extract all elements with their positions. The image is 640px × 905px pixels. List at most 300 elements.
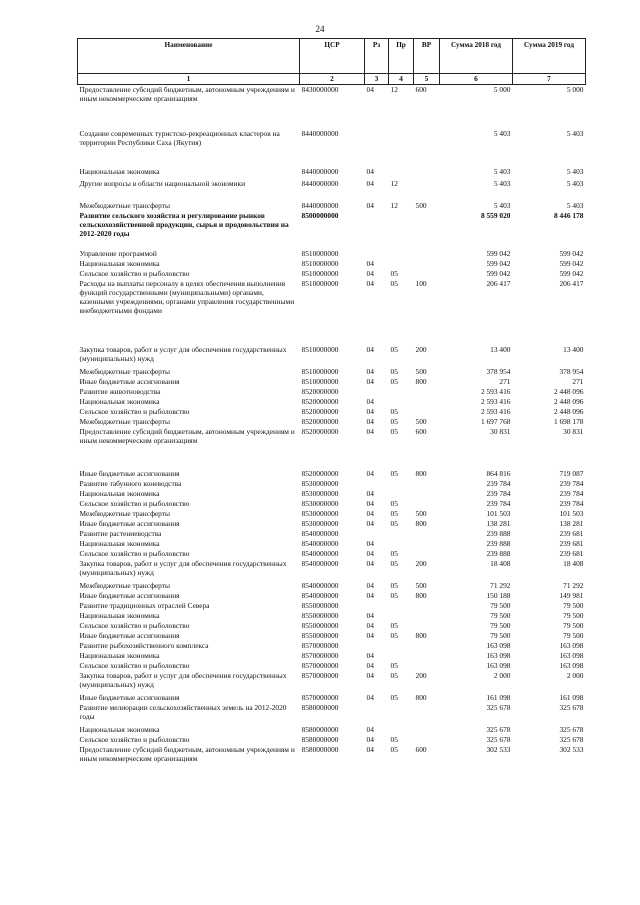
table-row [78,641,586,651]
row-pr: 05 [390,558,398,568]
row-sum-2019: 2 448 096 [553,406,584,416]
row-csr: 8570000000 [301,692,339,702]
row-name: Предоставление субсидий бюджетным, автономным учреждениям и иным некоммерческим организациям [79,426,295,445]
table-row [78,703,586,725]
row-sum-2019: 599 042 [559,248,584,258]
row-sum-2018: 2 593 416 [480,406,511,416]
column-number: 4 [389,74,414,85]
row-pr [389,529,414,539]
row-name: Межбюджетные трансферты [79,200,170,210]
row-sum-2018: 378 954 [486,366,511,376]
table-row [78,279,586,345]
row-csr: 8540000000 [301,580,339,590]
row-sum-2019: 13 400 [563,344,584,354]
column-number: 5 [414,74,440,85]
row-sum-2019: 138 281 [559,518,584,528]
row-sum-2019: 302 533 [559,744,584,754]
row-sum-2019: 2 448 096 [553,386,584,396]
row-csr: 8520000000 [301,468,339,478]
row-sum-2018: 302 533 [486,744,511,754]
table-row [78,397,586,407]
row-sum-2019: 239 784 [559,488,584,498]
row-sum-2018: 18 408 [490,558,511,568]
row-vr [414,249,440,259]
row-vr: 200 [415,558,427,568]
row-vr [414,661,440,671]
row-pr: 05 [390,518,398,528]
row-pr: 12 [390,85,398,94]
row-sum-2019: 2 448 096 [553,396,584,406]
table-row [78,345,586,367]
row-rz [365,211,389,249]
row-pr: 05 [390,734,398,744]
row-sum-2018: 864 816 [486,468,511,478]
table-row [78,509,586,519]
row-name: Развитие мелиорации сельскохозяйственных земель на 2012-2020 годы [79,702,287,721]
row-pr [389,249,414,259]
row-name: Сельское хозяйство и рыболовство [79,548,190,558]
table-row [78,417,586,427]
row-name: Развитие рыбохозяйственного комплекса [79,640,209,650]
row-rz [365,703,389,725]
table-row [78,559,586,581]
row-name: Предоставление субсидий бюджетным, автономным учреждениям и иным некоммерческим организациям [79,744,295,763]
row-rz: 04 [366,548,374,558]
row-rz: 04 [366,620,374,630]
table-row [78,529,586,539]
row-rz: 04 [366,278,374,288]
header-sum-2018: Сумма 2018 год [440,39,513,74]
table-row [78,367,586,377]
budget-table [77,38,586,765]
row-rz [365,129,389,167]
row-name: Сельское хозяйство и рыболовство [79,620,190,630]
row-vr: 500 [415,200,427,210]
row-sum-2018: 239 784 [486,478,511,488]
column-number: 6 [440,74,513,85]
row-name: Иные бюджетные ассигнования [79,518,180,528]
row-csr: 8430000000 [301,85,339,94]
row-csr: 8530000000 [301,518,339,528]
row-csr: 8580000000 [301,744,339,754]
row-pr: 05 [390,744,398,754]
row-sum-2019: 1 698 178 [553,416,584,426]
row-sum-2018: 2 000 [493,670,511,680]
row-csr: 8520000000 [301,406,339,416]
row-rz: 04 [366,650,374,660]
row-vr: 600 [415,426,427,436]
row-pr [389,479,414,489]
row-sum-2019: 5 403 [566,178,584,188]
table-row [78,519,586,529]
row-vr [414,601,440,611]
row-csr: 8510000000 [301,344,339,354]
row-rz: 04 [366,258,374,268]
row-name: Закупка товаров, работ и услуг для обеспечения государственных (муниципальных) нужд [79,344,287,363]
row-csr: 8570000000 [301,640,339,650]
table-row [78,693,586,703]
row-sum-2019: 5 403 [566,166,584,176]
row-csr: 8550000000 [301,600,339,610]
row-rz: 04 [366,580,374,590]
row-csr: 8570000000 [301,650,339,660]
row-rz: 04 [366,468,374,478]
page-number: 24 [315,24,325,34]
row-name: Иные бюджетные ассигнования [79,692,180,702]
row-csr: 8540000000 [301,528,339,538]
row-csr: 8520000000 [301,386,339,396]
row-sum-2018: 325 678 [486,702,511,712]
row-rz [365,249,389,259]
row-sum-2019: 8 446 178 [553,210,584,220]
row-rz: 04 [366,518,374,528]
row-sum-2019: 271 [572,376,584,386]
row-pr [389,167,414,179]
row-name: Межбюджетные трансферты [79,416,170,426]
row-vr [414,611,440,621]
row-sum-2018: 5 403 [493,200,511,210]
row-name: Сельское хозяйство и рыболовство [79,660,190,670]
row-pr [389,489,414,499]
row-sum-2019: 325 678 [559,734,584,744]
table-row [78,469,586,479]
row-csr: 8440000000 [301,128,339,138]
row-sum-2018: 239 784 [486,488,511,498]
row-vr: 600 [415,85,427,94]
row-rz [365,387,389,397]
row-vr [414,641,440,651]
row-sum-2019: 161 098 [559,692,584,702]
row-sum-2018: 163 098 [486,640,511,650]
row-vr: 800 [415,468,427,478]
row-sum-2018: 599 042 [486,248,511,258]
row-sum-2018: 101 503 [486,508,511,518]
row-name: Сельское хозяйство и рыболовство [79,268,190,278]
row-name: Межбюджетные трансферты [79,508,170,518]
row-rz: 04 [366,85,374,94]
row-sum-2019: 5 000 [566,85,584,94]
row-sum-2018: 5 403 [493,166,511,176]
row-vr [414,167,440,179]
row-pr: 05 [390,508,398,518]
row-sum-2018: 79 500 [490,620,511,630]
row-vr: 800 [415,590,427,600]
row-rz [365,601,389,611]
row-sum-2019: 71 292 [563,580,584,590]
row-name: Межбюджетные трансферты [79,580,170,590]
header-csr: ЦСР [300,39,365,74]
row-rz: 04 [366,734,374,744]
table-row [78,611,586,621]
table-row [78,85,586,129]
row-pr: 05 [390,344,398,354]
column-number: 3 [365,74,389,85]
row-csr: 8570000000 [301,670,339,680]
row-vr: 500 [415,366,427,376]
row-sum-2019: 149 981 [559,590,584,600]
row-pr: 05 [390,548,398,558]
row-vr [414,129,440,167]
header-pr: Пр [389,39,414,74]
row-rz: 04 [366,498,374,508]
row-pr [389,703,414,725]
table-row [78,661,586,671]
row-pr [389,397,414,407]
row-csr: 8510000000 [301,248,339,258]
row-csr: 8510000000 [301,278,339,288]
row-name: Межбюджетные трансферты [79,366,170,376]
row-rz [365,479,389,489]
column-number: 2 [300,74,365,85]
row-pr: 12 [390,200,398,210]
row-rz: 04 [366,376,374,386]
row-sum-2018: 1 697 768 [480,416,511,426]
row-sum-2018: 79 500 [490,600,511,610]
row-vr [414,179,440,201]
header-row [78,39,586,74]
row-vr: 200 [415,344,427,354]
row-sum-2019: 5 403 [566,200,584,210]
row-sum-2018: 79 500 [490,610,511,620]
header-rz: Рз [365,39,389,74]
row-vr [414,735,440,745]
row-sum-2018: 599 042 [486,258,511,268]
row-sum-2019: 239 681 [559,548,584,558]
header-name: Наименование [78,39,300,74]
row-pr [389,611,414,621]
row-csr: 8530000000 [301,488,339,498]
row-csr: 8530000000 [301,508,339,518]
row-sum-2019: 101 503 [559,508,584,518]
table-row [78,269,586,279]
row-name: Национальная экономика [79,724,160,734]
row-name: Управление программой [79,248,157,258]
row-sum-2018: 206 417 [486,278,511,288]
row-sum-2018: 163 098 [486,650,511,660]
row-csr: 8500000000 [301,210,339,220]
row-rz: 04 [366,416,374,426]
row-pr [389,211,414,249]
row-vr [414,651,440,661]
row-vr [414,703,440,725]
column-number: 7 [513,74,586,85]
row-sum-2019: 163 098 [559,640,584,650]
row-sum-2018: 5 403 [493,128,511,138]
row-sum-2019: 599 042 [559,258,584,268]
row-sum-2019: 18 408 [563,558,584,568]
row-csr: 8520000000 [301,416,339,426]
row-pr: 05 [390,416,398,426]
row-pr: 05 [390,660,398,670]
row-name: Национальная экономика [79,650,160,660]
row-vr [414,479,440,489]
row-sum-2018: 5 403 [493,178,511,188]
row-name: Закупка товаров, работ и услуг для обеспечения государственных (муниципальных) нужд [79,558,287,577]
table-row [78,745,586,765]
table-row [78,179,586,201]
table-row [78,479,586,489]
row-sum-2018: 150 188 [486,590,511,600]
table-row [78,377,586,387]
row-vr: 800 [415,518,427,528]
row-sum-2018: 79 500 [490,630,511,640]
row-rz [365,641,389,651]
row-rz: 04 [366,558,374,568]
row-name: Национальная экономика [79,538,160,548]
row-rz: 04 [366,344,374,354]
header-sum-2019: Сумма 2019 год [513,39,586,74]
row-name: Национальная экономика [79,166,160,176]
row-sum-2019: 239 784 [559,498,584,508]
row-name: Предоставление субсидий бюджетным, автономным учреждениям и иным некоммерческим организациям [79,85,295,104]
row-pr [389,387,414,397]
row-sum-2019: 325 678 [559,702,584,712]
row-sum-2019: 79 500 [563,620,584,630]
row-name: Национальная экономика [79,610,160,620]
row-vr: 500 [415,580,427,590]
row-rz: 04 [366,590,374,600]
row-name: Иные бюджетные ассигнования [79,376,180,386]
table-row [78,167,586,179]
row-pr: 05 [390,278,398,288]
row-vr: 500 [415,416,427,426]
row-sum-2018: 239 888 [486,548,511,558]
table-row [78,211,586,249]
table-row [78,581,586,591]
table-row [78,651,586,661]
row-pr: 12 [390,178,398,188]
row-vr: 100 [415,278,427,288]
row-sum-2019: 239 784 [559,478,584,488]
row-sum-2019: 239 681 [559,528,584,538]
row-rz: 04 [366,366,374,376]
row-csr: 8540000000 [301,548,339,558]
row-vr [414,539,440,549]
header-vr: ВР [414,39,440,74]
row-sum-2018: 271 [499,376,511,386]
row-rz: 04 [366,744,374,754]
row-pr: 05 [390,692,398,702]
row-vr [414,621,440,631]
row-csr: 8580000000 [301,734,339,744]
row-sum-2019: 5 403 [566,128,584,138]
row-name: Развитие животноводства [79,386,161,396]
table-row [78,601,586,611]
row-sum-2019: 79 500 [563,600,584,610]
row-sum-2019: 163 098 [559,660,584,670]
row-sum-2019: 163 098 [559,650,584,660]
row-pr: 05 [390,630,398,640]
row-sum-2019: 79 500 [563,610,584,620]
row-name: Закупка товаров, работ и услуг для обеспечения государственных (муниципальных) нужд [79,670,287,689]
row-rz: 04 [366,166,374,176]
row-pr: 05 [390,366,398,376]
row-pr [389,129,414,167]
table-row [78,631,586,641]
row-vr: 800 [415,692,427,702]
column-number-row [78,74,586,85]
row-rz: 04 [366,630,374,640]
row-sum-2018: 239 784 [486,498,511,508]
row-sum-2019: 79 500 [563,630,584,640]
table-row [78,725,586,735]
table-row [78,671,586,693]
row-pr: 05 [390,376,398,386]
row-pr [389,601,414,611]
row-pr: 05 [390,268,398,278]
row-sum-2018: 163 098 [486,660,511,670]
row-name: Другие вопросы в области национальной экономики [79,178,246,188]
row-vr [414,259,440,269]
row-sum-2019: 239 681 [559,538,584,548]
row-rz: 04 [366,488,374,498]
row-rz: 04 [366,178,374,188]
row-vr [414,499,440,509]
row-name: Сельское хозяйство и рыболовство [79,734,190,744]
row-sum-2019: 599 042 [559,268,584,278]
row-csr: 8510000000 [301,268,339,278]
row-sum-2018: 325 678 [486,734,511,744]
row-name: Сельское хозяйство и рыболовство [79,498,190,508]
row-sum-2018: 138 281 [486,518,511,528]
row-sum-2018: 2 593 416 [480,386,511,396]
table-row [78,539,586,549]
row-pr [389,725,414,735]
table-row [78,499,586,509]
row-pr: 05 [390,620,398,630]
table-row [78,735,586,745]
table-row [78,591,586,601]
row-sum-2018: 239 888 [486,528,511,538]
row-csr: 8540000000 [301,558,339,568]
row-sum-2019: 2 000 [566,670,584,680]
row-pr: 05 [390,468,398,478]
row-rz: 04 [366,670,374,680]
row-vr [414,725,440,735]
row-name: Иные бюджетные ассигнования [79,468,180,478]
row-name: Развитие традиционных отраслей Севера [79,600,210,610]
row-vr: 800 [415,376,427,386]
row-name: Развитие растениеводства [79,528,162,538]
row-name: Развитие табунного коневодства [79,478,182,488]
row-sum-2018: 71 292 [490,580,511,590]
table-row [78,259,586,269]
row-csr: 8440000000 [301,178,339,188]
row-vr [414,489,440,499]
row-pr [389,259,414,269]
row-sum-2018: 13 400 [490,344,511,354]
row-vr [414,387,440,397]
row-vr [414,269,440,279]
row-csr: 8530000000 [301,498,339,508]
row-sum-2018: 599 042 [486,268,511,278]
row-rz: 04 [366,200,374,210]
row-csr: 8510000000 [301,258,339,268]
row-csr: 8580000000 [301,702,339,712]
row-csr: 8520000000 [301,426,339,436]
row-sum-2019: 378 954 [559,366,584,376]
column-number: 1 [78,74,300,85]
row-pr: 05 [390,590,398,600]
row-vr: 800 [415,630,427,640]
row-rz: 04 [366,660,374,670]
row-rz: 04 [366,406,374,416]
row-sum-2019: 30 831 [563,426,584,436]
row-name: Расходы на выплаты персоналу в целях обеспечения выполнения функций государственными (муниципальными) органами, казенными учреждениями, органами управления государственными внебюджетными фондами [79,278,295,316]
row-pr: 05 [390,498,398,508]
row-name: Национальная экономика [79,488,160,498]
table-row [78,129,586,167]
